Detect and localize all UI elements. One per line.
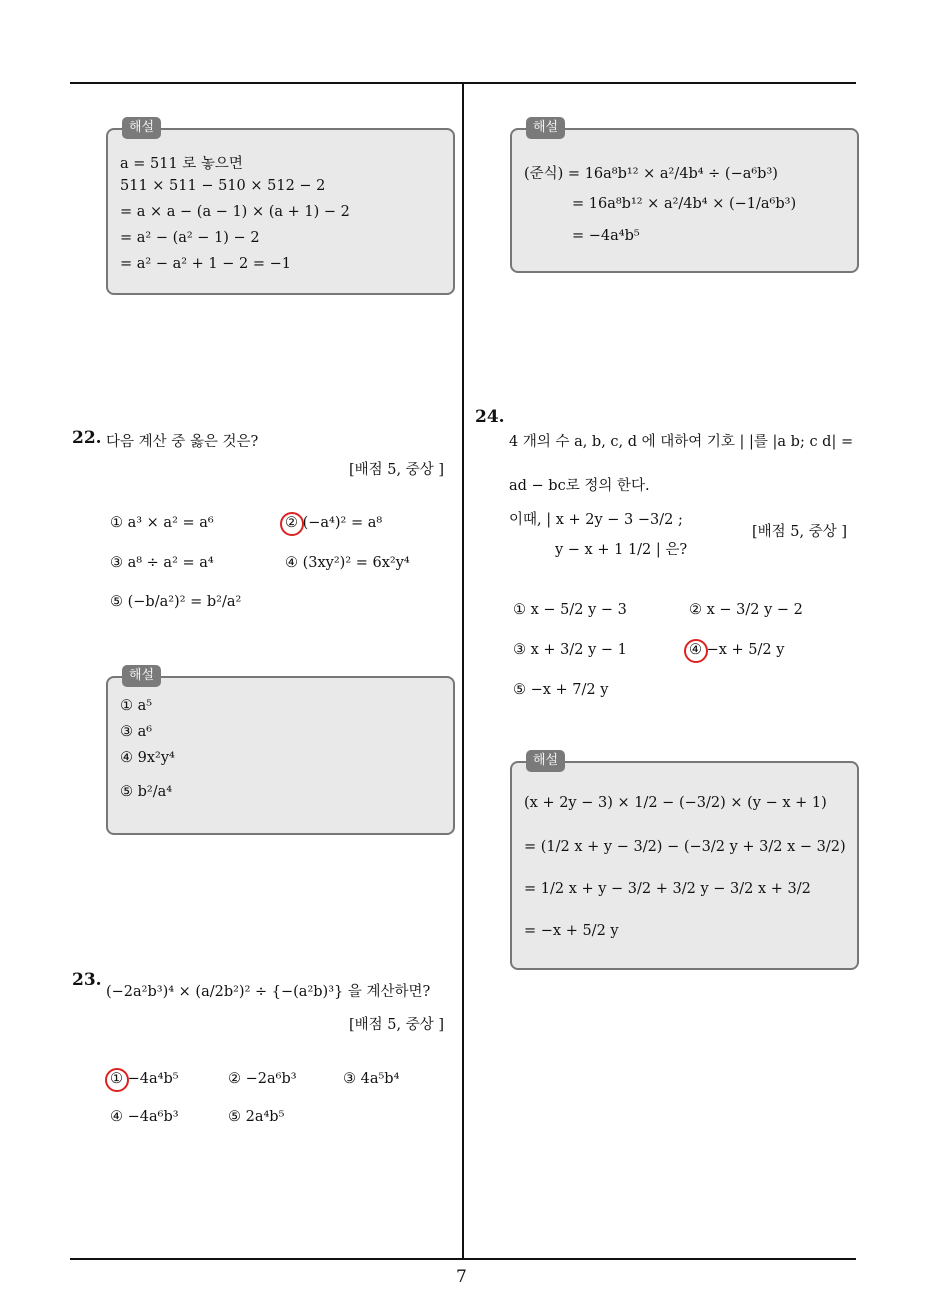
- question-text-24-line3b: y − x + 1 1/2 | 은?: [555, 542, 688, 558]
- solution-box-23: [510, 120, 859, 273]
- option-22-3[interactable]: ③ a⁸ ÷ a² = a⁴: [110, 555, 214, 571]
- solution-tag: 해설: [526, 117, 565, 139]
- question-meta-22: [배점 5, 중상 ]: [349, 462, 445, 478]
- solution-tag: 해설: [526, 750, 565, 772]
- option-24-1[interactable]: ① x − 5/2 y − 3: [513, 602, 627, 618]
- question-meta-23: [배점 5, 중상 ]: [349, 1017, 445, 1033]
- question-text-24-line1: 4 개의 수 a, b, c, d 에 대하여 기호 | |를 |a b; c d| =: [509, 434, 854, 450]
- option-23-1[interactable]: ① −4a⁴b⁵: [110, 1071, 179, 1087]
- column-divider: [462, 84, 464, 1258]
- bottom-rule: [70, 1258, 856, 1260]
- option-23-5[interactable]: ⑤ 2a⁴b⁵: [228, 1109, 285, 1125]
- solution-tag: 해설: [122, 117, 161, 139]
- question-text-22: 다음 계산 중 옳은 것은?: [106, 434, 259, 450]
- solution-line: ③ a⁶: [120, 724, 153, 740]
- option-23-3[interactable]: ③ 4a⁵b⁴: [343, 1071, 400, 1087]
- solution-tag: 해설: [122, 665, 161, 687]
- solution-line: = a² − (a² − 1) − 2: [120, 230, 260, 246]
- solution-line: = a × a − (a − 1) × (a + 1) − 2: [120, 204, 350, 220]
- question-number-24: 24.: [475, 407, 505, 427]
- option-23-2[interactable]: ② −2a⁶b³: [228, 1071, 297, 1087]
- option-22-4[interactable]: ④ (3xy²)² = 6x²y⁴: [285, 555, 410, 571]
- option-23-4[interactable]: ④ −4a⁶b³: [110, 1109, 179, 1125]
- question-text-23: (−2a²b³)⁴ × (a/2b²)² ÷ {−(a²b)³} 을 계산하면?: [106, 984, 431, 1000]
- solution-line: ④ 9x²y⁴: [120, 750, 175, 766]
- question-text-24-line3a: 이때, | x + 2y − 3 −3/2 ;: [509, 512, 683, 528]
- question-number-22: 22.: [72, 428, 102, 448]
- solution-line: = a² − a² + 1 − 2 = −1: [120, 256, 291, 272]
- solution-line: ⑤ b²/a⁴: [120, 784, 173, 800]
- question-text-24-line2: ad − bc로 정의 한다.: [509, 478, 650, 494]
- solution-line: = −x + 5/2 y: [524, 923, 619, 939]
- solution-box-22: [106, 668, 455, 835]
- solution-box-24: [510, 753, 859, 970]
- option-22-2[interactable]: ② (−a⁴)² = a⁸: [285, 515, 383, 531]
- page-number: 7: [456, 1267, 467, 1287]
- option-24-4[interactable]: ④ −x + 5/2 y: [689, 642, 785, 658]
- solution-line: = −4a⁴b⁵: [572, 228, 640, 244]
- solution-line: 511 × 511 − 510 × 512 − 2: [120, 178, 326, 194]
- solution-line: ① a⁵: [120, 698, 153, 714]
- question-number-23: 23.: [72, 970, 102, 990]
- solution-box-21: [106, 120, 455, 295]
- option-22-5[interactable]: ⑤ (−b/a²)² = b²/a²: [110, 594, 242, 610]
- solution-line: (x + 2y − 3) × 1/2 − (−3/2) × (y − x + 1): [524, 795, 827, 811]
- solution-line: a = 511 로 놓으면: [120, 156, 243, 172]
- question-meta-24: [배점 5, 중상 ]: [752, 524, 848, 540]
- option-24-5[interactable]: ⑤ −x + 7/2 y: [513, 682, 609, 698]
- solution-line: = 16a⁸b¹² × a²/4b⁴ × (−1/a⁶b³): [572, 196, 797, 212]
- option-24-2[interactable]: ② x − 3/2 y − 2: [689, 602, 803, 618]
- option-24-3[interactable]: ③ x + 3/2 y − 1: [513, 642, 627, 658]
- solution-line: = 1/2 x + y − 3/2 + 3/2 y − 3/2 x + 3/2: [524, 881, 811, 897]
- option-22-1[interactable]: ① a³ × a² = a⁶: [110, 515, 214, 531]
- solution-line: = (1/2 x + y − 3/2) − (−3/2 y + 3/2 x − 3/2): [524, 839, 846, 855]
- solution-line: (준식) = 16a⁸b¹² × a²/4b⁴ ÷ (−a⁶b³): [524, 166, 778, 182]
